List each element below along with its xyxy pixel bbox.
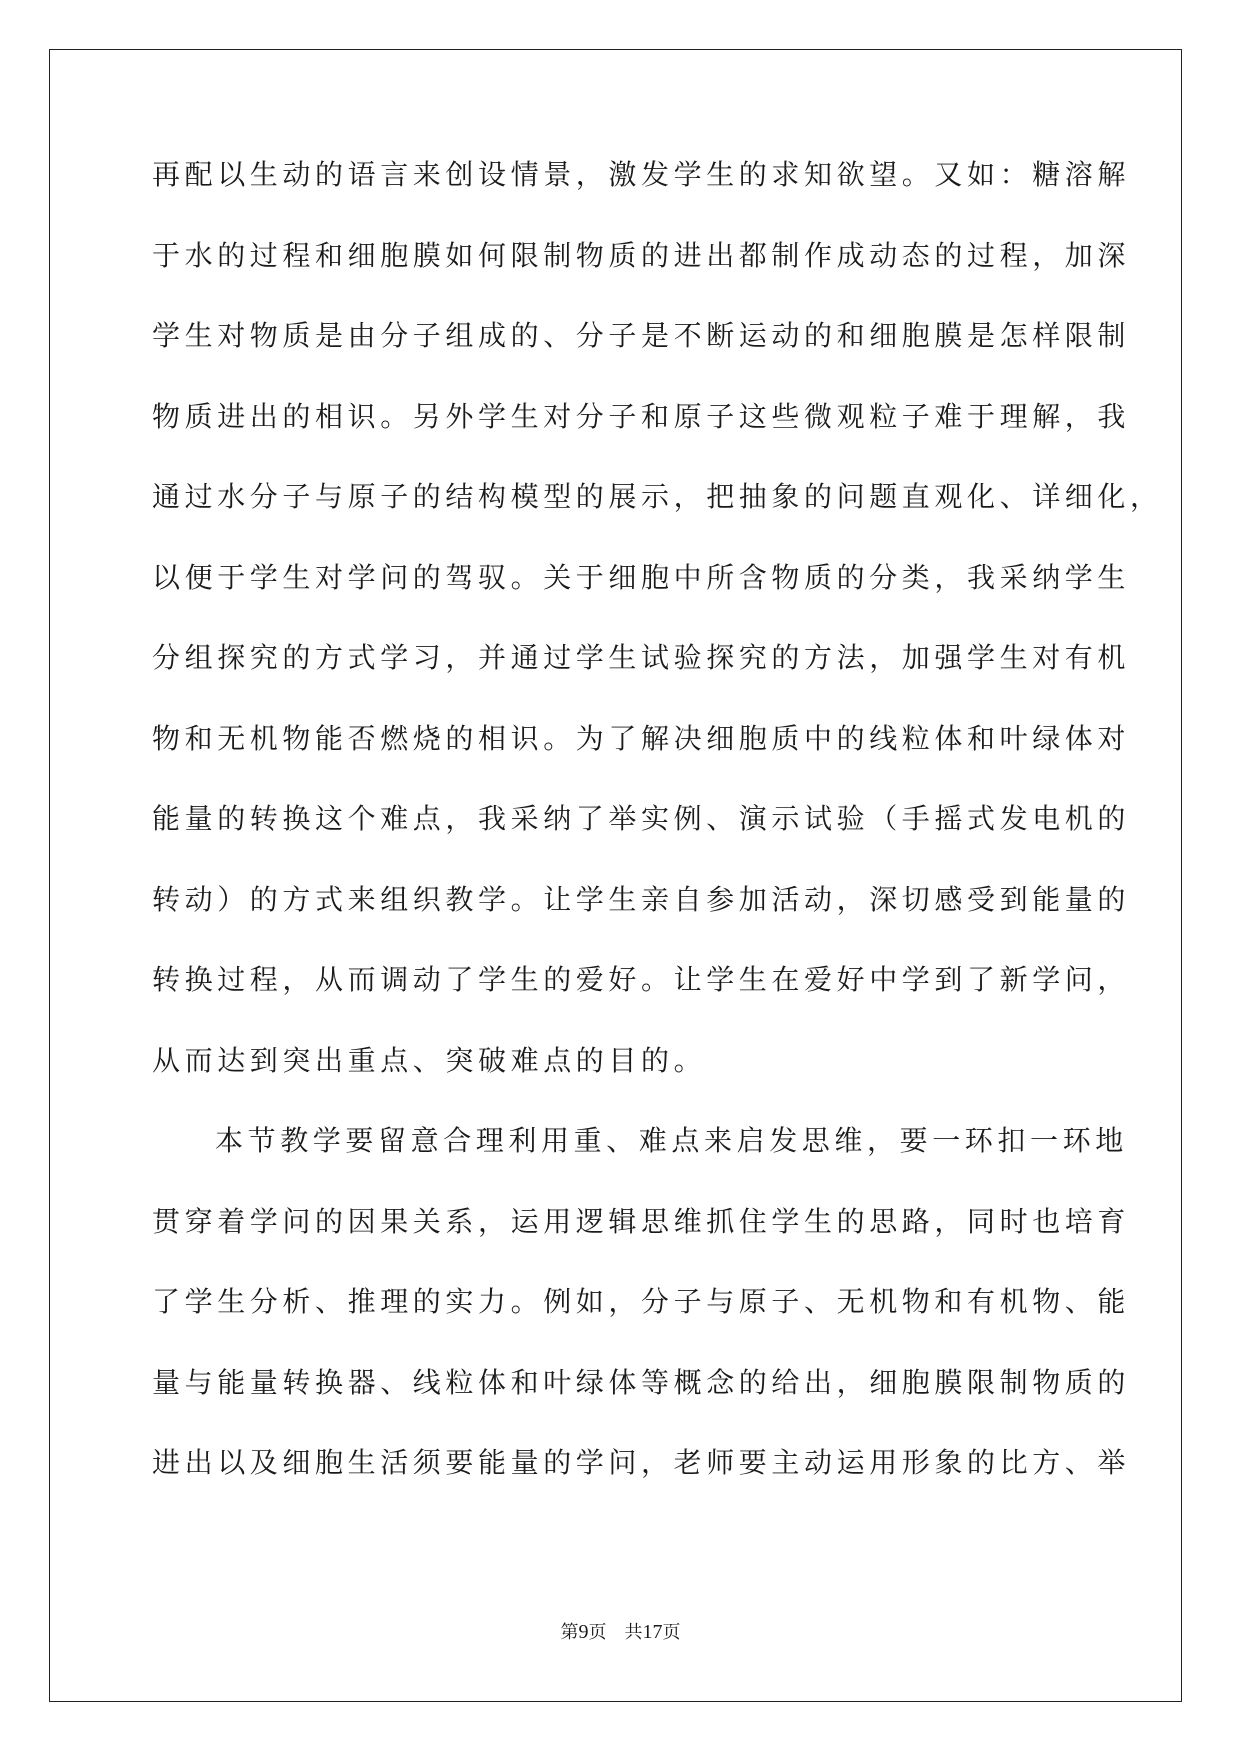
text-line: 从而达到突出重点、突破难点的目的。	[152, 1043, 707, 1077]
page-prefix: 第	[560, 1622, 579, 1643]
total-prefix: 共	[624, 1622, 643, 1643]
text-line: 学生对物质是由分子组成的、分子是不断运动的和细胞膜是怎样限制	[152, 319, 1131, 352]
paragraph-first-line: 本节教学要留意合理利用重、难点来启发思维，要一环扣一环地	[215, 1124, 1128, 1157]
text-line: 于水的过程和细胞膜如何限制物质的进出都制作成动态的过程，加深	[152, 238, 1131, 272]
total-suffix: 页	[662, 1622, 681, 1643]
text-line: 进出以及细胞生活须要能量的学问，老师要主动运用形象的比方、举	[152, 1446, 1131, 1479]
text-line: 转换过程，从而调动了学生的爱好。让学生在爱好中学到了新学问，	[152, 963, 1131, 996]
text-line: 贯穿着学问的因果关系，运用逻辑思维抓住学生的思路，同时也培育	[152, 1204, 1131, 1238]
text-line: 分组探究的方式学习，并通过学生试验探究的方法，加强学生对有机	[152, 641, 1131, 674]
text-line: 通过水分子与原子的结构模型的展示，把抽象的问题直观化、详细化，	[152, 480, 1163, 513]
page-number: 9	[578, 1621, 589, 1643]
text-line: 再配以生动的语言来创设情景，激发学生的求知欲望。又如：糖溶解	[152, 158, 1131, 191]
text-line: 物和无机物能否燃烧的相识。为了解决细胞质中的线粒体和叶绿体对	[152, 721, 1131, 755]
text-line: 转动）的方式来组织教学。让学生亲自参加活动，深切感受到能量的	[152, 882, 1131, 916]
text-line: 物质进出的相识。另外学生对分子和原子这些微观粒子难于理解，我	[152, 399, 1131, 433]
document-body	[152, 158, 1163, 1527]
total-pages: 17	[642, 1621, 663, 1643]
page-footer	[0, 1618, 1241, 1644]
text-line: 量与能量转换器、线粒体和叶绿体等概念的给出，细胞膜限制物质的	[152, 1365, 1131, 1399]
page-suffix: 页	[588, 1622, 607, 1643]
text-line: 了学生分析、推理的实力。例如，分子与原子、无机物和有机物、能	[152, 1285, 1131, 1318]
text-line: 能量的转换这个难点，我采纳了举实例、演示试验（手摇式发电机的	[152, 802, 1131, 835]
text-line: 以便于学生对学问的驾驭。关于细胞中所含物质的分类，我采纳学生	[152, 560, 1131, 594]
